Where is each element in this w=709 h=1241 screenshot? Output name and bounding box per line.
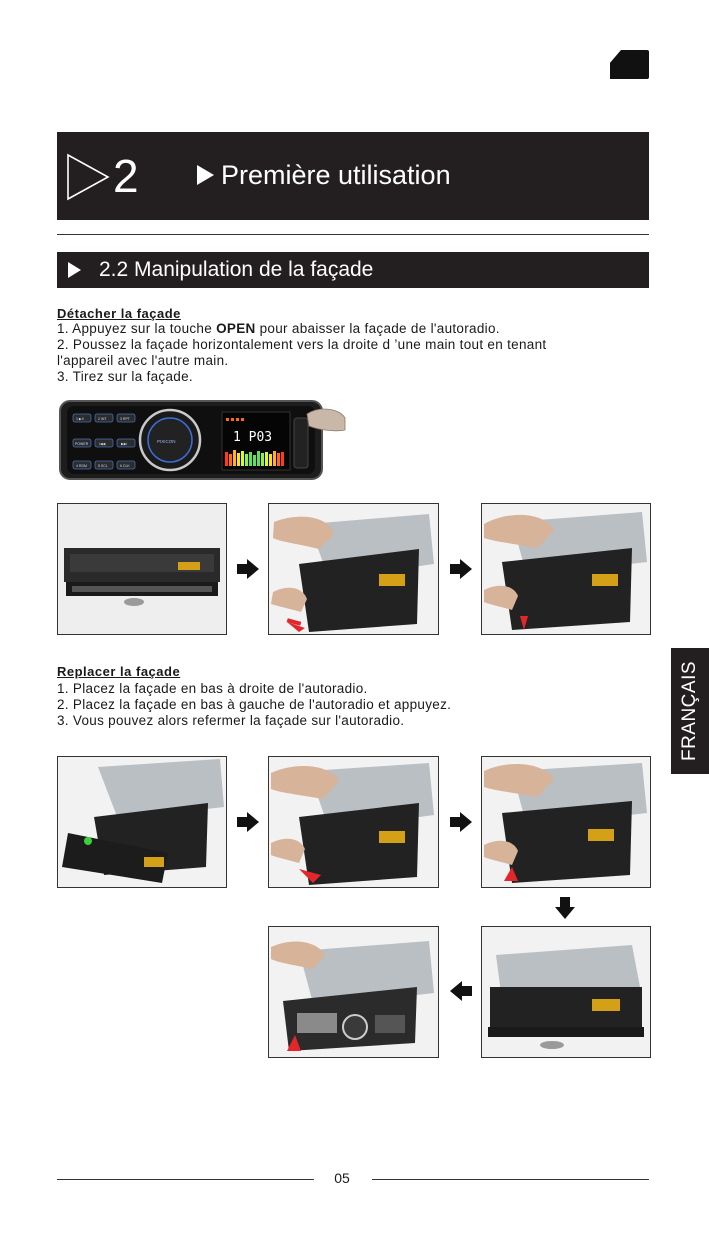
language-tab-label: FRANÇAIS <box>679 660 700 762</box>
radio-brand-label: PIXICON <box>157 439 176 444</box>
section-header <box>57 252 649 288</box>
radio-button-label: I◀◀ <box>99 442 106 446</box>
detach-photo-3 <box>481 503 651 635</box>
footer-rule-right <box>372 1179 649 1180</box>
replace-instructions <box>57 681 577 729</box>
left-arrow-icon <box>450 981 462 1001</box>
replace-photo-5 <box>268 926 439 1058</box>
detach-photo-2 <box>268 503 439 635</box>
replace-photo-1 <box>57 756 227 888</box>
right-arrow-icon <box>247 812 259 832</box>
replace-step-2: 2. Placez la façade en bas à gauche de l'autoradio et appuyez. <box>57 697 452 712</box>
radio-button-label: 5 SCL <box>98 464 108 468</box>
radio-button-label: POWER <box>75 442 89 446</box>
chapter-outline-arrow-icon <box>66 153 110 201</box>
detach-instructions <box>57 321 577 385</box>
section-arrow-icon <box>68 262 81 278</box>
radio-display-text: 1 P03 <box>233 430 273 445</box>
right-arrow-icon <box>460 812 472 832</box>
radio-button-label: 4 RDM <box>76 464 87 468</box>
right-arrow-icon <box>247 559 259 579</box>
replace-photo-4 <box>481 926 651 1058</box>
page-number: 05 <box>334 1170 350 1186</box>
footer-rule-left <box>57 1179 314 1180</box>
replace-step-3: 3. Vous pouvez alors refermer la façade sur l'autoradio. <box>57 713 405 728</box>
header-divider <box>57 234 649 235</box>
chapter-title-arrow-icon <box>197 165 214 185</box>
radio-button-label: ▶▶I <box>121 442 128 446</box>
right-arrow-icon <box>460 559 472 579</box>
radio-button-label: 2 INT <box>98 417 107 421</box>
radio-button-label: 6 CLK <box>120 464 130 468</box>
radio-button-label: 3 RPT <box>120 417 130 421</box>
radio-front-panel-image <box>57 396 347 484</box>
replace-step-1: 1. Placez la façade en bas à droite de l'autoradio. <box>57 681 368 696</box>
language-tab <box>671 648 709 774</box>
replace-photo-2 <box>268 756 439 888</box>
replace-heading: Replacer la façade <box>57 664 181 679</box>
radio-button-label: 1 ▶II <box>76 417 84 421</box>
chapter-title: Première utilisation <box>221 160 451 190</box>
chapter-number: 2 <box>113 150 139 202</box>
down-arrow-icon <box>555 907 575 919</box>
corner-marker <box>610 50 649 79</box>
section-title: 2.2 Manipulation de la façade <box>99 258 374 281</box>
detach-heading: Détacher la façade <box>57 306 181 321</box>
open-key-label: OPEN <box>216 321 256 336</box>
replace-photo-3 <box>481 756 651 888</box>
detach-photo-1 <box>57 503 227 635</box>
detach-step-1: 1. Appuyez sur la touche OPEN pour abaisser la façade de l'autoradio. <box>57 321 500 336</box>
detach-step-3: 3. Tirez sur la façade. <box>57 369 193 384</box>
detach-step-2: 2. Poussez la façade horizontalement vers la droite d ’une main tout en tenant l'appareil avec l'autre main. <box>57 337 547 368</box>
chapter-header <box>57 132 649 220</box>
